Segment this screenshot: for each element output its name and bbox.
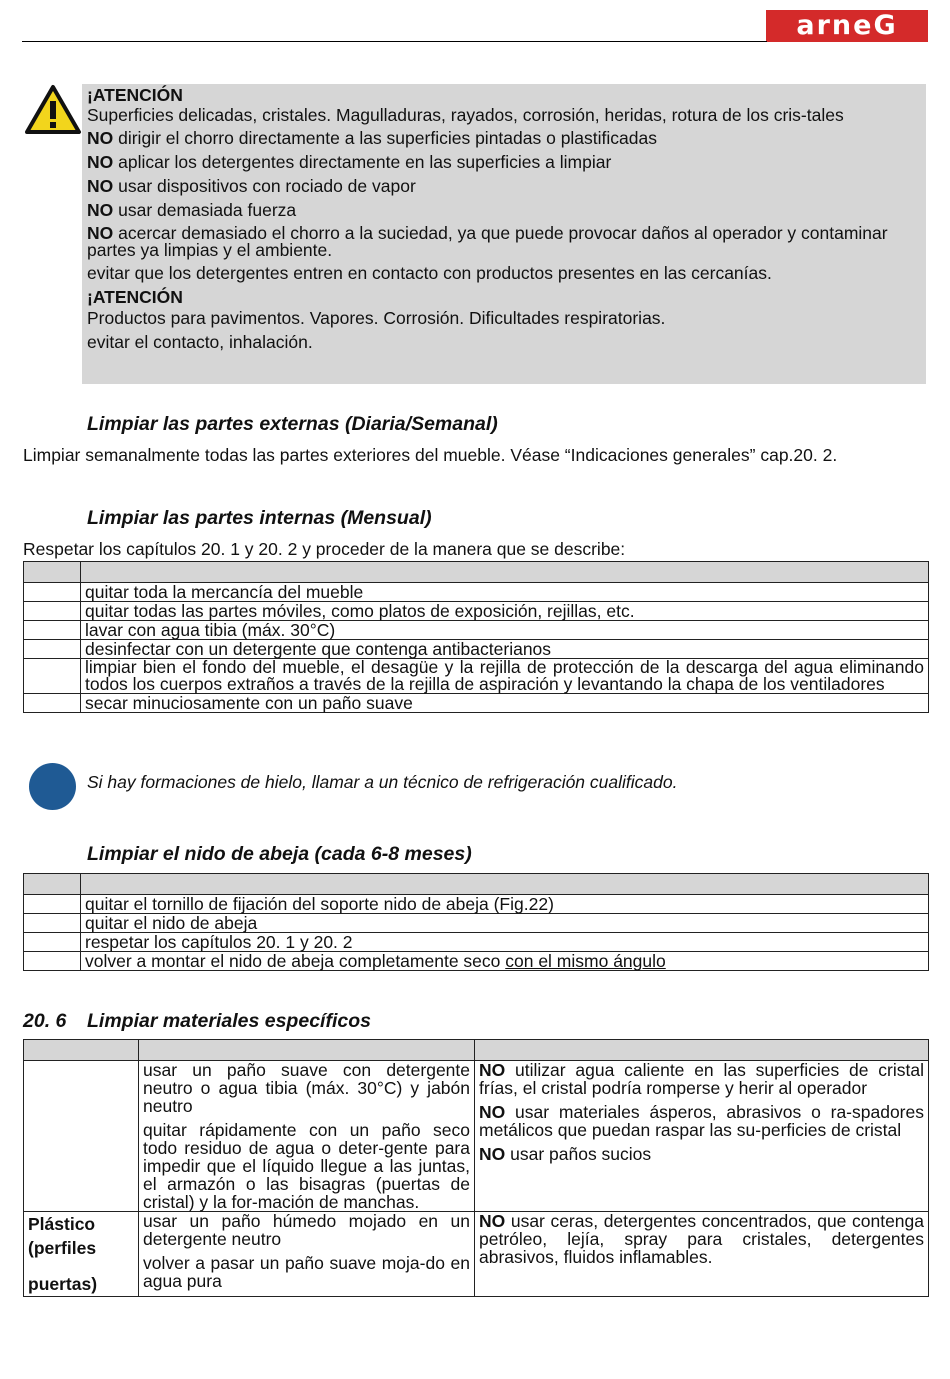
section-text: Limpiar semanalmente todas las partes exteriores del mueble. Véase “Indicaciones generales” cap.20. 2. (23, 445, 838, 465)
table-row: quitar toda la mercancía del mueble (24, 583, 929, 602)
section-heading: Limpiar las partes externas (Diaria/Semanal) (87, 413, 498, 435)
warning-line: Superficies delicadas, cristales. Magulladuras, rayados, corrosión, heridas, rotura de los cris-tales (87, 105, 844, 125)
warning-title: ¡ATENCIÓN (87, 287, 183, 307)
warning-line: Productos para pavimentos. Vapores. Corrosión. Dificultades respiratorias. (87, 308, 666, 328)
table-row: lavar con agua tibia (máx. 30°C) (24, 621, 929, 640)
warning-text (87, 86, 922, 357)
warning-title: ¡ATENCIÓN (87, 85, 183, 105)
material-cell (24, 1061, 139, 1212)
section-number: 20. 6 (23, 1010, 67, 1032)
table-row: desinfectar con un detergente que contenga antibacterianos (24, 640, 929, 659)
brand-logo: arneG (766, 10, 928, 42)
table-row: limpiar bien el fondo del mueble, el desagüe y la rejilla de protección de la descarga del agua eliminando todos los cuerpos extraños a través de la rejilla de aspiración y levantando la chapa de los ventiladores (24, 659, 929, 694)
materials-table (23, 1039, 929, 1297)
warning-item: NO dirigir el chorro directamente a las superficies pintadas o plastificadas (87, 128, 657, 148)
table-row: quitar el tornillo de fijación del soporte nido de abeja (Fig.22) (24, 895, 929, 914)
header-rule (22, 41, 767, 42)
section-intro: Respetar los capítulos 20. 1 y 20. 2 y proceder de la manera que se describe: (23, 539, 626, 559)
table-row: volver a montar el nido de abeja completamente seco con el mismo ángulo (24, 952, 929, 971)
warning-item: NO usar demasiada fuerza (87, 200, 297, 220)
table-row: respetar los capítulos 20. 1 y 20. 2 (24, 933, 929, 952)
table-row: Plástico (perfiles puertas) usar un paño húmedo mojado en un detergente neutro volver a pasar un paño suave moja-do en agua pura NO usar ceras, detergentes concentrados, que contenga petróleo, lejía, spray para cristales, detergentes abrasivos, fluidos inflamables. (24, 1212, 929, 1297)
table-row: quitar todas las partes móviles, como platos de exposición, rejillas, etc. (24, 602, 929, 621)
table-row: quitar el nido de abeja (24, 914, 929, 933)
table-row: usar un paño suave con detergente neutro o agua tibia (máx. 30°C) y jabón neutro quitar rápidamente con un paño seco todo residuo de agua o deter-gente para impedir que el líquido llegue a las juntas, el armazón o las bisagras (puertas de cristal) y la for-mación de manchas. NO utilizar agua caliente en las superficies de cristal frías, el cristal podría romperse y herir al operador NO usar materiales ásperos, abrasivos o ra-spadores metálicos que puedan raspar las su-perficies de cristal NO usar paños sucios (24, 1061, 929, 1212)
warning-item: NO usar dispositivos con rociado de vapor (87, 176, 416, 196)
warning-line: evitar que los detergentes entren en contacto con productos presentes en las cercanías. (87, 263, 772, 283)
section-heading: Limpiar materiales específicos (87, 1010, 371, 1032)
warning-item: NO acercar demasiado el chorro a la suciedad, ya que puede provocar daños al operador y contaminar partes ya limpias y el ambiente. (87, 223, 888, 260)
section-heading: Limpiar el nido de abeja (cada 6-8 meses) (87, 843, 472, 865)
steps-table-internal (23, 561, 929, 713)
note-text: Si hay formaciones de hielo, llamar a un técnico de refrigeración cualificado. (87, 772, 678, 792)
table-row: secar minuciosamente con un paño suave (24, 694, 929, 713)
warning-line: evitar el contacto, inhalación. (87, 332, 313, 352)
info-circle-icon (29, 763, 76, 810)
warning-item: NO aplicar los detergentes directamente en las superficies a limpiar (87, 152, 612, 172)
steps-table-honeycomb (23, 873, 929, 971)
warning-triangle-icon (24, 84, 82, 136)
section-heading: Limpiar las partes internas (Mensual) (87, 507, 432, 529)
